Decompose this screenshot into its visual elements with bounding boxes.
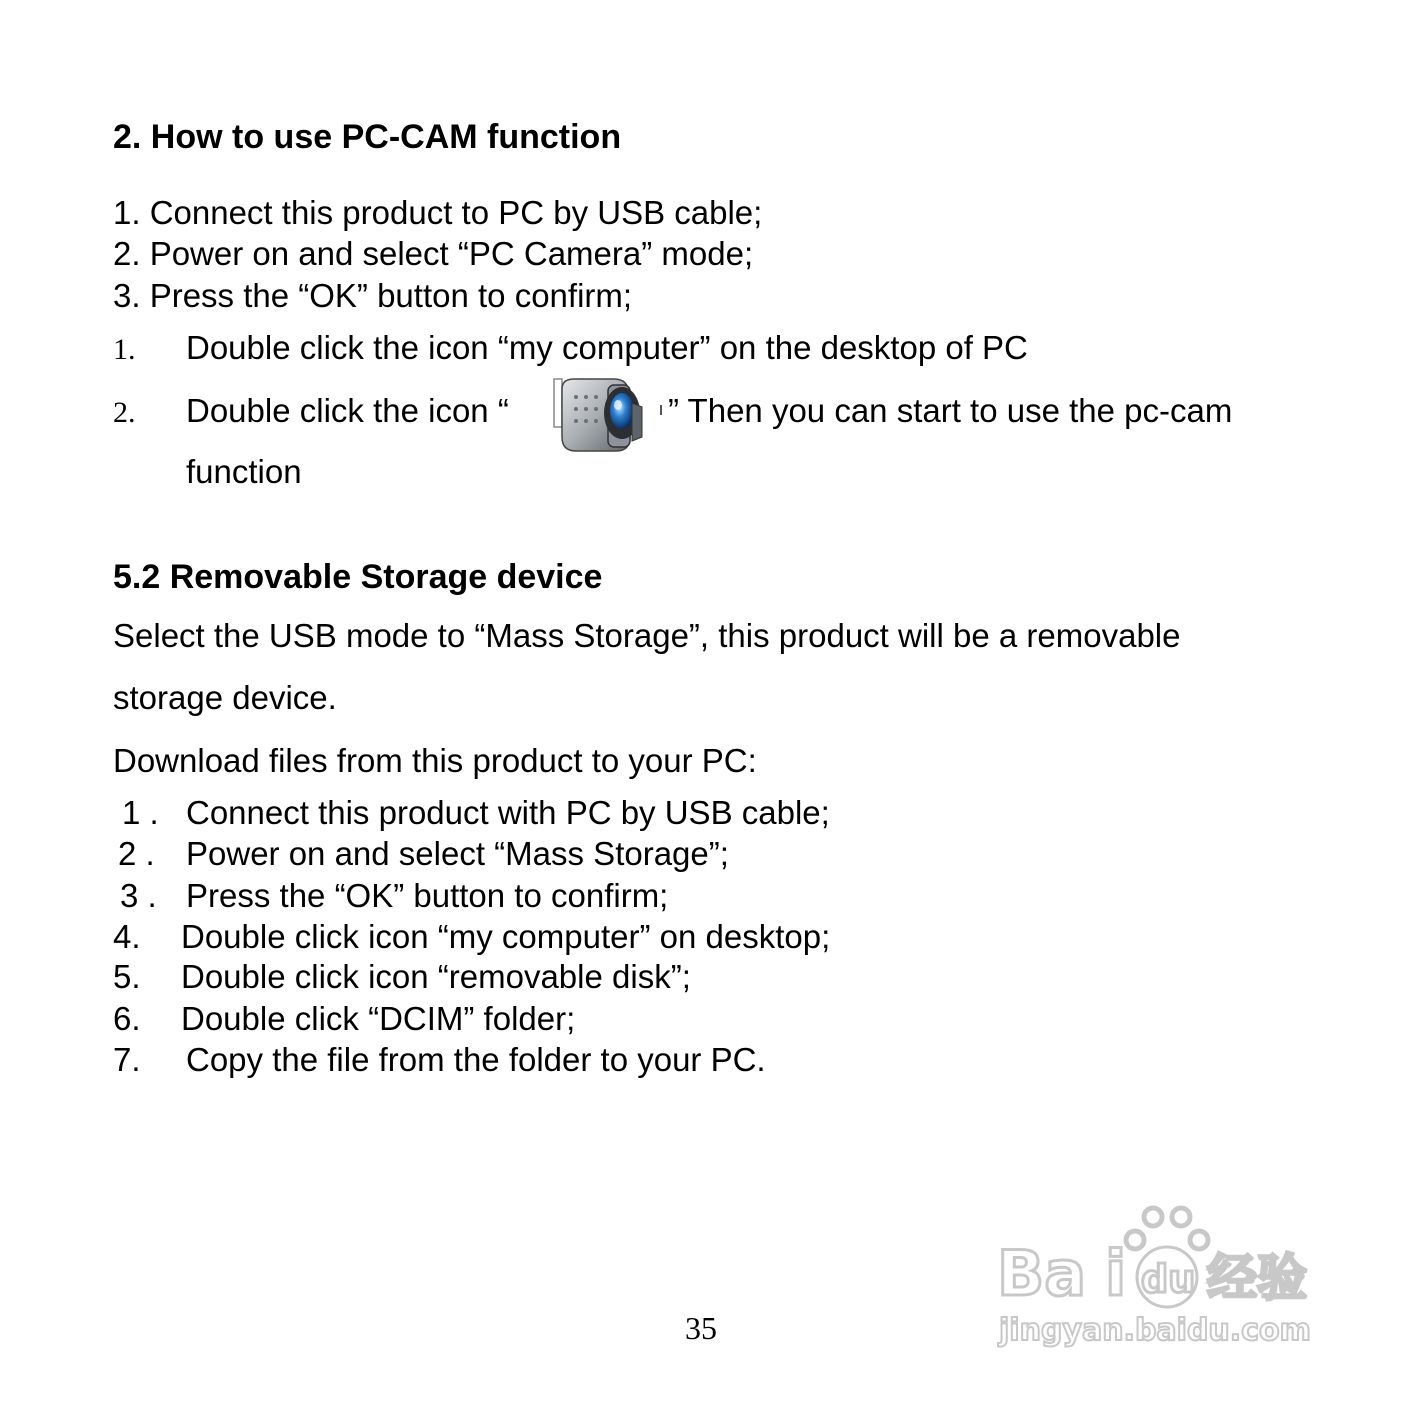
svg-text:Ba: Ba <box>997 1237 1087 1310</box>
list-item: 3. Press the “OK” button to confirm; <box>113 277 633 314</box>
list-item: Power on and select “Mass Storage”; <box>186 835 729 872</box>
list-number: 3 . <box>120 877 157 914</box>
list-item-text-after: ” Then you can start to use the pc-cam <box>668 392 1233 429</box>
list-item: Double click icon “my computer” on desktop; <box>181 918 831 955</box>
list-number: 1 . <box>122 794 159 831</box>
svg-text:i: i <box>1105 1237 1127 1310</box>
svg-text:du: du <box>1141 1257 1196 1301</box>
list-item-text-before: Double click the icon “ <box>186 392 509 429</box>
baidu-watermark-logo <box>995 1195 1325 1355</box>
list-number: 6. <box>113 1000 141 1037</box>
list-item: Connect this product with PC by USB cable; <box>186 794 830 831</box>
list-item: 1. Connect this product to PC by USB cable; <box>113 194 763 231</box>
paragraph-line: Select the USB mode to “Mass Storage”, this product will be a removable <box>113 617 1181 654</box>
list-number: 2 . <box>118 835 155 872</box>
camcorder-icon <box>552 375 664 457</box>
download-intro: Download files from this product to your PC: <box>113 742 757 779</box>
paragraph-line: storage device. <box>113 679 337 716</box>
list-number: 1. <box>113 333 136 366</box>
list-item: 2. Power on and select “PC Camera” mode; <box>113 235 754 272</box>
list-item: Press the “OK” button to confirm; <box>186 877 669 914</box>
list-number: 4. <box>113 918 141 955</box>
section-heading-removable-storage: 5.2 Removable Storage device <box>113 558 603 596</box>
list-number: 2. <box>113 396 136 429</box>
list-item: Double click icon “removable disk”; <box>181 958 691 995</box>
svg-text:经验: 经验 <box>1207 1249 1307 1307</box>
list-item: Copy the file from the folder to your PC. <box>186 1041 766 1078</box>
list-number: 5. <box>113 958 141 995</box>
list-item-continuation: function <box>186 453 302 490</box>
list-item: Double click “DCIM” folder; <box>181 1000 576 1037</box>
section-heading-pc-cam: 2. How to use PC-CAM function <box>113 118 622 156</box>
page-number: 35 <box>685 1310 717 1346</box>
svg-text:jingyan.baidu.com: jingyan.baidu.com <box>999 1313 1311 1348</box>
list-number: 7. <box>113 1041 141 1078</box>
list-item: Double click the icon “my computer” on the desktop of PC <box>186 329 1028 366</box>
